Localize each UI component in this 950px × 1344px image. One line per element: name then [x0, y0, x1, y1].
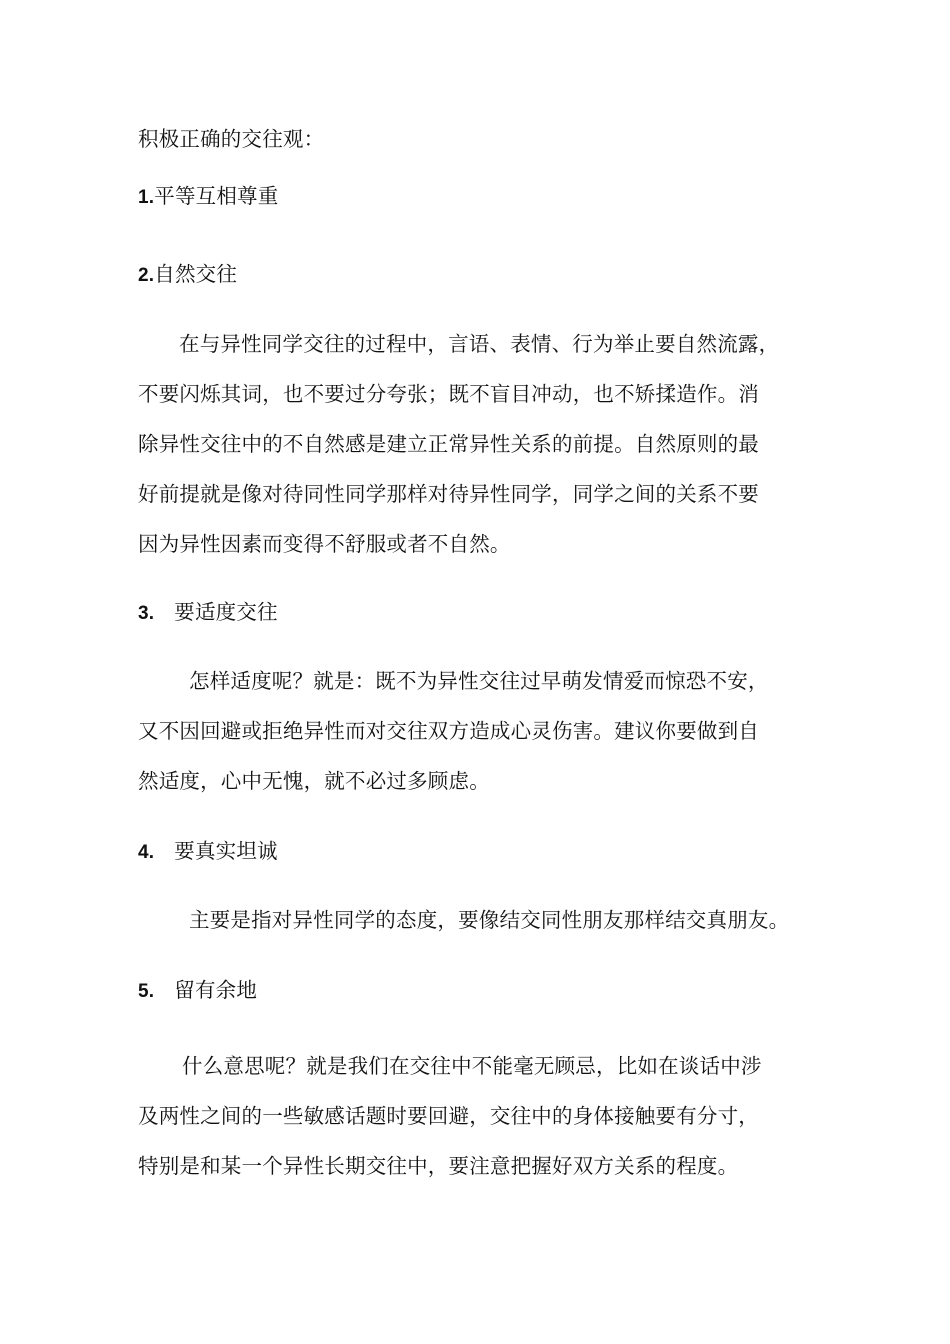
paragraph-line: 怎样适度呢？就是：既不为异性交往过早萌发情爱而惊恐不安， — [189, 669, 769, 693]
paragraph-line: 及两性之间的一些敏感话题时要回避，交往中的身体接触要有分寸， — [138, 1104, 759, 1128]
section-5-heading — [138, 980, 257, 1001]
section-4-heading — [138, 841, 278, 862]
paragraph-line: 好前提就是像对待同性同学那样对待异性同学，同学之间的关系不要 — [138, 482, 759, 506]
section-number: 1. — [138, 187, 155, 208]
paragraph-line: 什么意思呢？就是我们在交往中不能毫无顾忌，比如在谈话中涉 — [182, 1054, 762, 1078]
paragraph-line: 特别是和某一个异性长期交往中，要注意把握好双方关系的程度。 — [138, 1154, 739, 1178]
paragraph-line: 在与异性同学交往的过程中，言语、表情、行为举止要自然流露， — [179, 332, 780, 356]
section-heading-text: 平等互相尊重 — [154, 184, 279, 208]
section-3-heading — [138, 602, 278, 623]
section-1-heading — [138, 186, 278, 207]
section-heading-text: 要适度交往 — [174, 600, 278, 624]
document-title: 积极正确的交往观： — [138, 127, 325, 151]
section-number: 3. — [138, 603, 155, 624]
paragraph-line: 然适度，心中无愧，就不必过多顾虑。 — [138, 769, 490, 793]
section-number: 5. — [138, 981, 155, 1002]
paragraph-line: 主要是指对异性同学的态度，要像结交同性朋友那样结交真朋友。 — [189, 908, 790, 932]
section-number: 2. — [138, 265, 155, 286]
section-2-heading — [138, 264, 237, 285]
section-heading-text: 留有余地 — [174, 978, 258, 1002]
section-heading-text: 要真实坦诚 — [174, 839, 278, 863]
paragraph-line: 又不因回避或拒绝异性而对交往双方造成心灵伤害。建议你要做到自 — [138, 719, 759, 743]
section-heading-text: 自然交往 — [154, 262, 238, 286]
paragraph-line: 因为异性因素而变得不舒服或者不自然。 — [138, 532, 511, 556]
paragraph-line: 除异性交往中的不自然感是建立正常异性关系的前提。自然原则的最 — [138, 432, 759, 456]
section-number: 4. — [138, 842, 155, 863]
paragraph-line: 不要闪烁其词，也不要过分夸张；既不盲目冲动，也不矫揉造作。消 — [138, 382, 759, 406]
